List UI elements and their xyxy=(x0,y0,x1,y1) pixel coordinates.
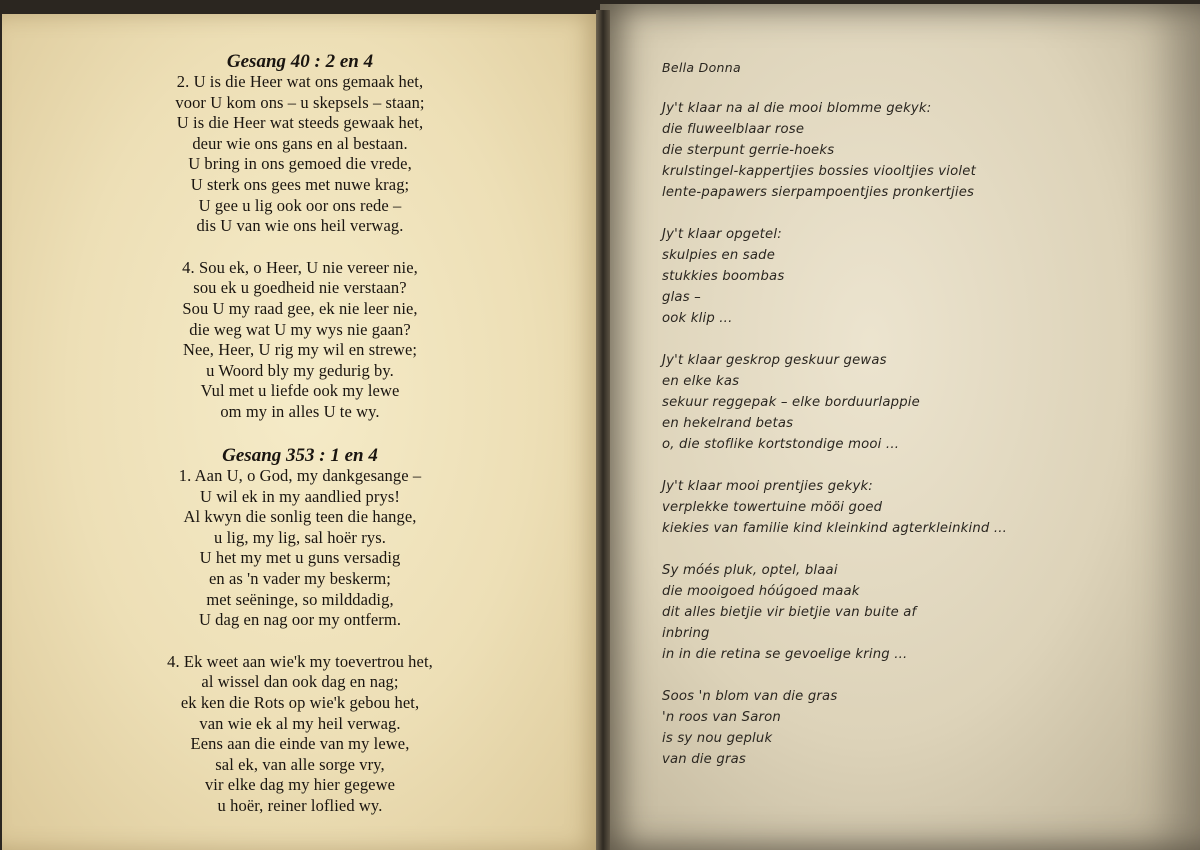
hymn-line: sou ek u goedheid nie verstaan? xyxy=(193,278,407,298)
hymn-line: u Woord bly my gedurig by. xyxy=(206,360,394,380)
poem-line: in in die retina se gevoelige kring ... xyxy=(662,647,908,662)
hymn-title: Gesang 353 : 1 en 4 xyxy=(222,445,378,466)
hymn-line: ek ken die Rots op wie'k gebou het, xyxy=(180,692,420,712)
hymn-line: 2. U is die Heer wat ons gemaak het, xyxy=(176,72,424,91)
poem-line: lente-papawers sierpampoentjies pronkertjies xyxy=(662,185,975,200)
hymn-line: dis U van wie ons heil verwag. xyxy=(196,216,404,236)
hymn-line: U dag en nag oor my ontferm. xyxy=(198,610,402,630)
hymn-title: Gesang 40 : 2 en 4 xyxy=(226,51,374,72)
poem-line: 'n roos van Saron xyxy=(662,710,781,725)
poem-line: Soos 'n blom van die gras xyxy=(662,689,838,704)
poem-line: die fluweelblaar rose xyxy=(662,122,805,137)
poem-stanza xyxy=(662,224,1182,329)
hymn-gesang-40 xyxy=(0,52,600,423)
hymn-line: U het my met u guns versadig xyxy=(199,548,401,568)
hymn-line: van wie ek al my heil verwag. xyxy=(199,713,401,733)
poem-line: kiekies van familie kind kleinkind agterkleinkind ... xyxy=(662,521,1008,536)
poem-line: Jy't klaar mooi prentjies gekyk: xyxy=(662,479,873,494)
poem-line: ook klip ... xyxy=(662,311,733,326)
poem-stanza xyxy=(662,350,1182,455)
hymn-line: 4. Sou ek, o Heer, U nie vereer nie, xyxy=(182,257,418,277)
poem-line: inbring xyxy=(662,626,710,641)
poem-bella-donna xyxy=(662,60,1182,770)
poem-line: krulstingel-kappertjies bossies viooltjies violet xyxy=(662,164,976,179)
hymn-line: sal ek, van alle sorge vry, xyxy=(215,754,385,774)
hymn-line: u hoër, reiner loflied wy. xyxy=(217,795,383,815)
hymn-stanza xyxy=(0,652,600,817)
poem-line: sekuur reggepak – elke borduurlappie xyxy=(662,395,920,410)
hymn-line: en as 'n vader my beskerm; xyxy=(209,568,391,588)
poem-line: Jy't klaar geskrop geskuur gewas xyxy=(662,353,887,368)
poem-stanza xyxy=(662,686,1182,770)
hymn-line: voor U kom ons – u skepsels – staan; xyxy=(175,92,425,112)
hymn-line: Al kwyn die sonlig teen die hange, xyxy=(183,507,417,527)
hymn-line: U wil ek in my aandlied prys! xyxy=(200,486,400,506)
poem-line: Jy't klaar na al die mooi blomme gekyk: xyxy=(662,101,932,116)
poem-line: van die gras xyxy=(662,752,746,767)
poem-line: die mooigoed hóúgoed maak xyxy=(662,584,860,599)
hymn-line: Sou U my raad gee, ek nie leer nie, xyxy=(182,298,418,318)
hymn-line: om my in alles U te wy. xyxy=(220,401,380,421)
hymn-line: Nee, Heer, U rig my wil en strewe; xyxy=(182,340,418,360)
poem-line: en elke kas xyxy=(662,374,740,389)
poem-stanza xyxy=(662,560,1182,665)
poem-stanza xyxy=(662,476,1182,539)
hymn-line: 1. Aan U, o God, my dankgesange – xyxy=(178,466,422,485)
poem-line: die sterpunt gerrie-hoeks xyxy=(662,143,835,158)
hymn-line: die weg wat U my wys nie gaan? xyxy=(189,319,411,339)
poem-line: glas – xyxy=(662,290,701,305)
hymn-line: U is die Heer wat steeds gewaak het, xyxy=(176,113,424,133)
poem-title: Bella Donna xyxy=(662,60,741,75)
hymn-line: 4. Ek weet aan wie'k my toevertrou het, xyxy=(167,651,433,671)
poem-line: Jy't klaar opgetel: xyxy=(662,227,782,242)
poem-line: o, die stoflike kortstondige mooi ... xyxy=(662,437,900,452)
poem-line: is sy nou gepluk xyxy=(662,731,773,746)
hymn-line: Eens aan die einde van my lewe, xyxy=(190,734,410,754)
hymn-gesang-353 xyxy=(0,446,600,817)
hymn-line: al wissel dan ook dag en nag; xyxy=(201,672,399,692)
poem-line: stukkies boombas xyxy=(662,269,785,284)
hymn-stanza xyxy=(0,72,600,237)
hymn-line: deur wie ons gans en al bestaan. xyxy=(192,133,408,153)
poem-line: dit alles bietjie vir bietjie van buite af xyxy=(662,605,917,620)
poem-stanza xyxy=(662,98,1182,203)
hymn-line: Vul met u liefde ook my lewe xyxy=(200,381,400,401)
hymn-line: u lig, my lig, sal hoër rys. xyxy=(214,527,386,547)
poem-line: Sy móés pluk, optel, blaai xyxy=(662,563,838,578)
hymn-stanza xyxy=(0,466,600,631)
hymn-line: U sterk ons gees met nuwe krag; xyxy=(190,174,410,194)
poem-line: verplekke towertuine mööi goed xyxy=(662,500,883,515)
hymn-line: U bring in ons gemoed die vrede, xyxy=(188,154,412,174)
hymn-line: U gee u lig ook oor ons rede – xyxy=(198,195,402,215)
poem-line: skulpies en sade xyxy=(662,248,776,263)
hymn-stanza xyxy=(0,258,600,423)
hymn-line: met seëninge, so milddadig, xyxy=(206,589,394,609)
hymn-line: vir elke dag my hier gegewe xyxy=(204,775,396,795)
poem-line: en hekelrand betas xyxy=(662,416,794,431)
